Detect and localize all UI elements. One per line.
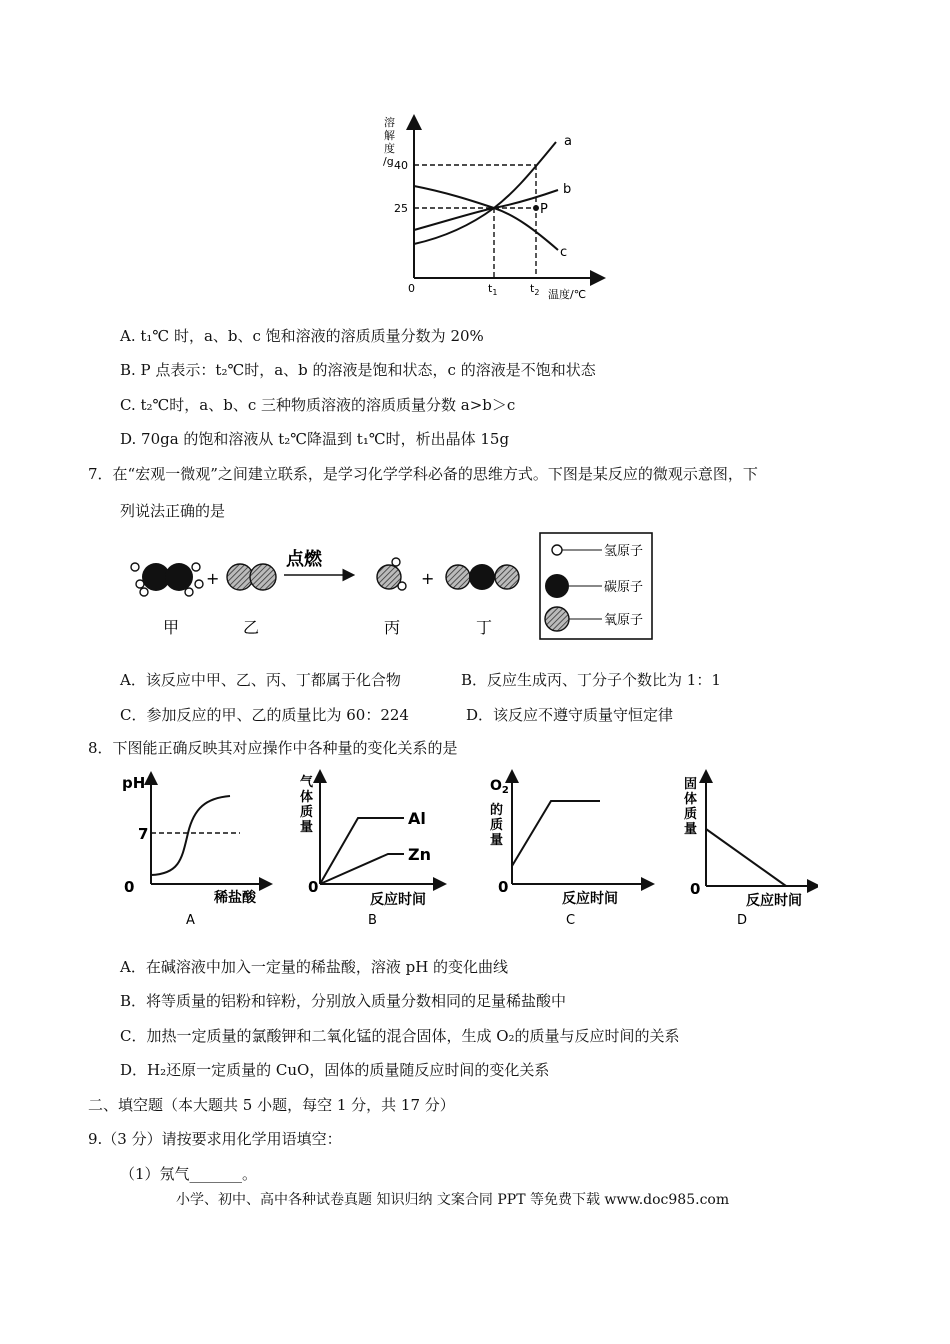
y-label-2: 解 (384, 129, 395, 142)
page-footer: 小学、初中、高中各种试卷真题 知识归纳 文案合同 PPT 等免费下载 www.doc985.com (176, 1192, 730, 1208)
graph-d-caption: D (737, 913, 748, 928)
graph-d-ylabel-3: 质 (684, 807, 698, 822)
graph-b-ylabel-2: 体 (300, 790, 314, 805)
graph-d-origin: 0 (690, 880, 701, 898)
graph-d (684, 776, 814, 928)
graph-c-origin: 0 (498, 878, 509, 896)
graph-c-xlabel: 反应时间 (562, 891, 618, 907)
graph-a-caption: A (186, 913, 195, 928)
graph-b-ylabel-3: 质 (300, 805, 314, 820)
graph-b-ylabel-1: 气 (300, 775, 314, 790)
q8-option-a: A．在碱溶液中加入一定量的稀盐酸，溶液 pH 的变化曲线 (120, 958, 509, 976)
label-jia: 甲 (163, 618, 180, 637)
y-label-1: 溶 (384, 116, 395, 129)
q8-option-d: D．H₂还原一定质量的 CuO，固体的质量随反应时间的变化关系 (120, 1061, 550, 1079)
legend-oxygen: 氧原子 (604, 613, 644, 628)
label-bing: 丙 (384, 618, 401, 637)
graph-d-xlabel: 反应时间 (746, 893, 802, 909)
label-ding: 丁 (476, 618, 493, 637)
q8-option-c: C．加热一定质量的氯酸钾和二氧化锰的混合固体，生成 O₂的质量与反应时间的关系 (120, 1027, 680, 1045)
q7-option-d: D．该反应不遵守质量守恒定律 (466, 706, 674, 724)
graph-c-caption: C (566, 913, 576, 928)
point-p-label: P (540, 202, 548, 217)
reaction-condition: 点燃 (286, 549, 322, 570)
plus-1: + (206, 569, 220, 588)
graph-b (300, 774, 440, 928)
graph-a-curve (151, 796, 230, 875)
t2-label: $t_2$ (530, 282, 540, 297)
tick-25: 25 (394, 202, 408, 215)
curve-b-label: b (563, 182, 572, 197)
graph-b-series-zn: Zn (408, 845, 431, 864)
q8-option-b: B．将等质量的铝粉和锌粉，分别放入质量分数相同的足量稀盐酸中 (120, 992, 567, 1010)
graph-b-series-al: Al (408, 809, 426, 828)
q9-stem: 9.（3 分）请按要求用化学用语填空： (88, 1130, 342, 1148)
graph-a (122, 774, 266, 928)
legend-hydrogen: 氢原子 (604, 544, 644, 559)
y-unit: /g (383, 155, 394, 168)
q7-stem-line1: 7．在“宏观一微观”之间建立联系，是学习化学学科必备的思维方式。下图是某反应的微观示意图，下 (88, 465, 758, 483)
molecule-ding (446, 564, 519, 590)
graph-b-ylabel-4: 量 (300, 820, 314, 835)
molecule-jia (131, 563, 203, 596)
q7-option-c: C．参加反应的甲、乙的质量比为 60：224 (120, 706, 409, 724)
graph-a-ylabel: pH (122, 774, 146, 792)
point-p-marker (533, 205, 539, 211)
q8-stem: 8．下图能正确反映其对应操作中各种量的变化关系的是 (88, 739, 458, 757)
q6-option-a: A. t₁℃ 时，a、b、c 饱和溶液的溶质质量分数为 20% (120, 327, 484, 345)
graph-b-xlabel: 反应时间 (370, 892, 426, 908)
molecule-yi (227, 564, 276, 590)
legend-oxygen-marker (545, 607, 569, 631)
q9-item-1: （1）氖气_______。 (120, 1165, 258, 1183)
q6-option-d: D. 70ga 的饱和溶液从 t₂℃降温到 t₁℃时，析出晶体 15g (120, 430, 510, 448)
curve-a-label: a (564, 134, 572, 149)
q8-graphs (118, 766, 818, 931)
q7-option-a: A．该反应中甲、乙、丙、丁都属于化合物 (120, 671, 401, 689)
x-axis-label: 温度/℃ (548, 288, 587, 301)
graph-d-ylabel-1: 固 (684, 777, 698, 792)
q6-option-c: C. t₂℃时，a、b、c 三种物质溶液的溶质质量分数 a>b＞c (120, 396, 516, 414)
graph-a-tick7: 7 (138, 825, 149, 843)
label-yi: 乙 (243, 618, 260, 637)
graph-c-ylabel-2: 质 (490, 818, 504, 833)
graph-c-ylabel-top: $O_2$ (490, 778, 509, 796)
graph-a-origin: 0 (124, 878, 135, 896)
curve-a (414, 142, 556, 244)
q7-option-b: B．反应生成丙、丁分子个数比为 1：1 (461, 671, 721, 689)
y-label-3: 度 (384, 142, 395, 155)
tick-40: 40 (394, 159, 408, 172)
q6-option-b: B. P 点表示：t₂℃时，a、b 的溶液是饱和状态，c 的溶液是不饱和状态 (120, 361, 596, 379)
legend-hydrogen-marker (552, 545, 562, 555)
origin-label: 0 (408, 282, 415, 295)
graph-b-zn-line (320, 854, 404, 884)
graph-b-caption: B (368, 913, 377, 928)
t1-label: $t_1$ (488, 282, 498, 297)
plus-2: + (421, 569, 435, 588)
section-2-heading: 二、填空题（本大题共 5 小题，每空 1 分，共 17 分） (88, 1096, 455, 1114)
reaction-micro-diagram (126, 530, 656, 645)
graph-a-xlabel: 稀盐酸 (214, 890, 256, 906)
molecule-bing (377, 558, 406, 590)
graph-d-line (706, 829, 786, 886)
graph-c-ylabel-1: 的 (490, 803, 504, 818)
graph-d-ylabel-2: 体 (684, 792, 698, 807)
graph-b-origin: 0 (308, 878, 319, 896)
curve-c-label: c (560, 245, 568, 260)
legend-carbon: 碳原子 (604, 580, 644, 595)
graph-c-line (512, 801, 600, 866)
legend-carbon-marker (545, 574, 569, 598)
graph-d-ylabel-4: 量 (684, 822, 698, 837)
graph-c (490, 776, 648, 928)
solubility-curve-figure (370, 112, 610, 307)
graph-b-al-line (320, 818, 404, 884)
q7-stem-line2: 列说法正确的是 (120, 502, 226, 520)
graph-c-ylabel-3: 量 (490, 833, 504, 848)
